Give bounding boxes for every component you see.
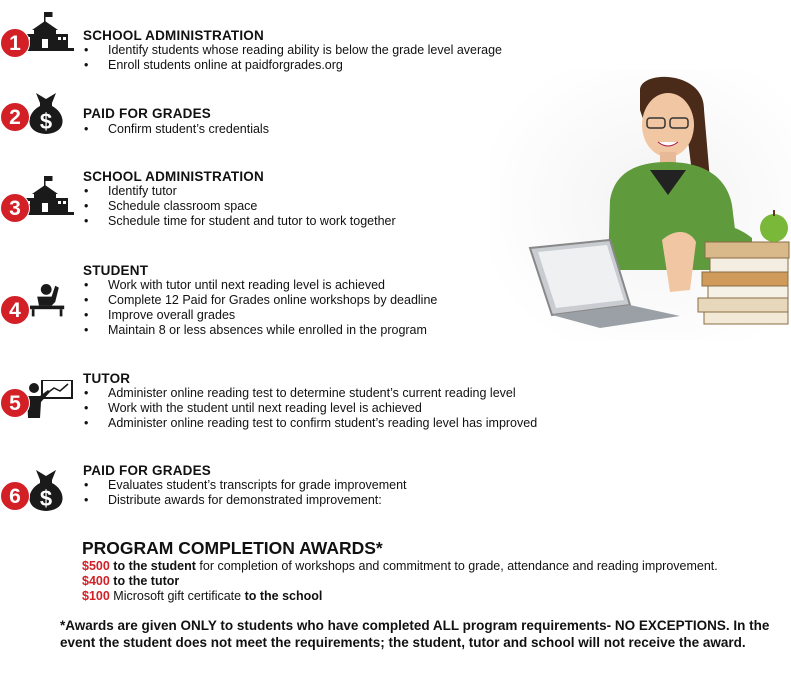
bullet-item: • Enroll students online at paidforgrades.org <box>84 58 502 73</box>
award-description: Microsoft gift certificate <box>113 589 242 603</box>
step-bullets <box>84 122 269 137</box>
bullet-item: • Identify tutor <box>84 184 396 199</box>
bullet-item: • Schedule time for student and tutor to work together <box>84 214 396 229</box>
award-student <box>82 559 718 573</box>
school-icon <box>22 12 74 52</box>
bullet-item: • Distribute awards for demonstrated improvement: <box>84 493 407 508</box>
step-bullets <box>84 386 537 431</box>
teacher-with-laptop-photo <box>490 70 791 340</box>
step-number-badge: 5 <box>0 388 30 418</box>
step-number-badge: 1 <box>0 28 30 58</box>
step-bullets <box>84 478 407 508</box>
step-title: SCHOOL ADMINISTRATION <box>83 28 264 43</box>
award-recipient: to the school <box>244 589 323 603</box>
awards-disclaimer: *Awards are given ONLY to students who have completed ALL program requirements- NO EXCEPTIONS. In the event the student does not meet the requirements; the student, tutor and school will not receive the award. <box>60 618 770 650</box>
award-tutor <box>82 574 179 588</box>
money-bag-icon <box>22 90 74 136</box>
bullet-item: • Evaluates student’s transcripts for grade improvement <box>84 478 407 493</box>
bullet-item: • Administer online reading test to confirm student’s reading level has improved <box>84 416 537 431</box>
step-title: SCHOOL ADMINISTRATION <box>83 169 264 184</box>
step-number-badge: 4 <box>0 295 30 325</box>
bullet-item: • Administer online reading test to determine student’s current reading level <box>84 386 537 401</box>
award-recipient: to the tutor <box>113 574 180 588</box>
award-amount: $500 <box>82 559 110 573</box>
bullet-item: • Confirm student’s credentials <box>84 122 269 137</box>
step-title: PAID FOR GRADES <box>83 106 212 121</box>
bullet-item: • Schedule classroom space <box>84 199 396 214</box>
awards-title: PROGRAM COMPLETION AWARDS* <box>82 538 383 558</box>
bullet-item: • Work with tutor until next reading level is achieved <box>84 278 437 293</box>
step-title: STUDENT <box>83 263 149 278</box>
bullet-item: • Complete 12 Paid for Grades online workshops by deadline <box>84 293 437 308</box>
step-number-badge: 2 <box>0 102 30 132</box>
student-icon <box>22 284 74 320</box>
step-bullets <box>84 43 502 73</box>
money-bag-icon <box>22 466 74 514</box>
step-number-badge: 6 <box>0 481 30 511</box>
step-title: TUTOR <box>83 371 131 386</box>
svg-text:$: $ <box>39 486 53 511</box>
step-bullets <box>84 278 437 338</box>
award-recipient: to the student <box>113 559 196 573</box>
step-title: PAID FOR GRADES <box>83 463 212 478</box>
award-amount: $100 <box>82 589 110 603</box>
bullet-item: • Identify students whose reading ability is below the grade level average <box>84 43 502 58</box>
bullet-item: • Improve overall grades <box>84 308 437 323</box>
award-amount: $400 <box>82 574 110 588</box>
bullet-item: • Work with the student until next reading level is achieved <box>84 401 537 416</box>
step-number-badge: 3 <box>0 193 30 223</box>
step-bullets <box>84 184 396 229</box>
bullet-item: • Maintain 8 or less absences while enrolled in the program <box>84 323 437 338</box>
award-description: for completion of workshops and commitment to grade, attendance and reading improvement. <box>199 559 718 573</box>
award-school <box>82 589 322 603</box>
svg-text:$: $ <box>39 109 53 134</box>
